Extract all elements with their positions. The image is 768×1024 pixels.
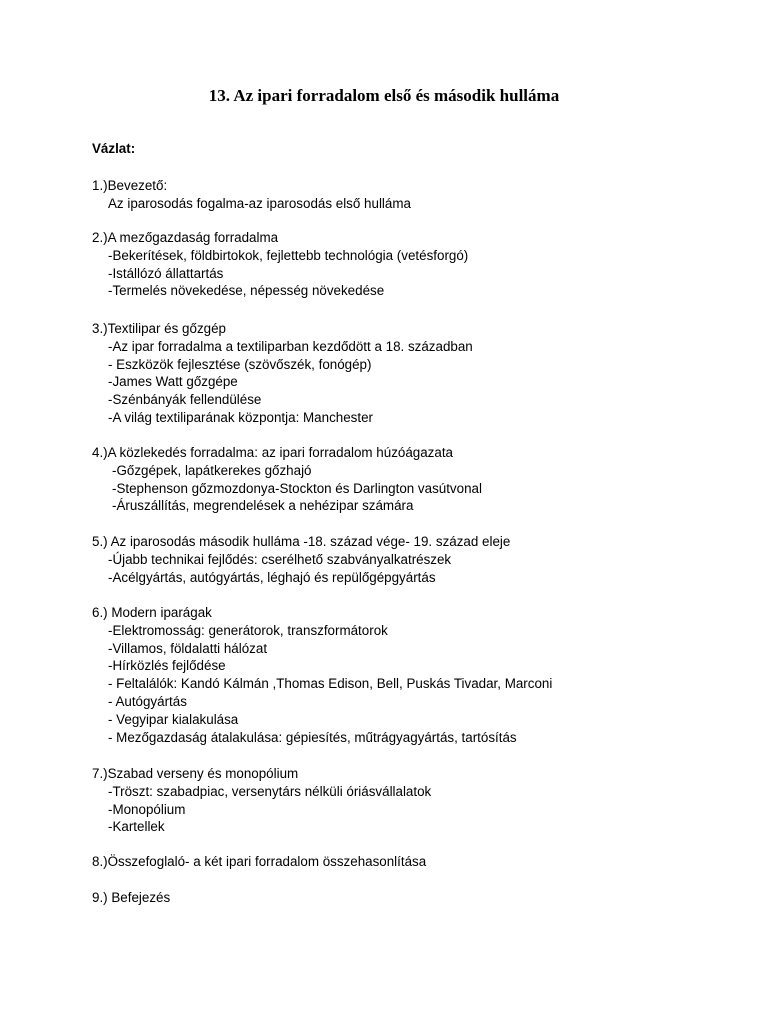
section-item: -Bekerítések, földbirtokok, fejlettebb technológia (vetésforgó) bbox=[108, 247, 469, 263]
section-heading: 1.)Bevezető: bbox=[92, 178, 168, 193]
section-heading: 9.) Befejezés bbox=[92, 890, 171, 905]
section-item: -Acélgyártás, autógyártás, léghajó és repülőgépgyártás bbox=[108, 569, 436, 585]
section-item: -Elektromosság: generátorok, transzformátorok bbox=[108, 622, 388, 638]
outline-heading: Vázlat: bbox=[92, 141, 136, 156]
section-item: Az iparosodás fogalma-az iparosodás első hulláma bbox=[108, 195, 411, 211]
section-item: -James Watt gőzgépe bbox=[108, 374, 238, 390]
section-heading: 8.)Összefoglaló- a két ipari forradalom összehasonlítása bbox=[92, 854, 427, 869]
section-item: -Tröszt: szabadpiac, versenytárs nélküli óriásvállalatok bbox=[108, 783, 432, 799]
section-heading: 3.)Textilipar és gőzgép bbox=[92, 321, 226, 336]
section-item: -Monopólium bbox=[108, 801, 186, 817]
section-heading: 4.)A közlekedés forradalma: az ipari forradalom húzóágazata bbox=[92, 445, 453, 460]
section-item: -Villamos, földalatti hálózat bbox=[108, 640, 268, 656]
section-item: -Gőzgépek, lapátkerekes gőzhajó bbox=[112, 462, 312, 478]
section-item: -Szénbányák fellendülése bbox=[108, 392, 262, 408]
document-title: 13. Az ipari forradalom első és második hulláma bbox=[208, 86, 560, 105]
section-item: -Az ipar forradalma a textiliparban kezdődött a 18. században bbox=[108, 338, 473, 354]
section-item: - Feltalálók: Kandó Kálmán ,Thomas Edison, Bell, Puskás Tivadar, Marconi bbox=[108, 676, 553, 692]
section-item: - Eszközök fejlesztése (szövőszék, fonógép) bbox=[108, 356, 372, 372]
section-item: -Termelés növekedése, népesség növekedése bbox=[108, 283, 385, 299]
section-item: -A világ textiliparának központja: Manchester bbox=[108, 410, 373, 425]
section-item: -Áruszállítás, megrendelések a nehézipar számára bbox=[112, 498, 414, 514]
section-item: -Újabb technikai fejlődés: cserélhető szabványalkatrészek bbox=[108, 551, 452, 567]
section-item: - Mezőgazdaság átalakulása: gépiesítés, műtrágyagyártás, tartósítás bbox=[108, 729, 517, 745]
section-heading: 2.)A mezőgazdaság forradalma bbox=[92, 230, 279, 245]
section-heading: 7.)Szabad verseny és monopólium bbox=[92, 766, 299, 781]
section-heading: 5.) Az iparosodás második hulláma -18. század vége- 19. század eleje bbox=[92, 534, 511, 549]
section-item: - Vegyipar kialakulása bbox=[108, 711, 239, 727]
section-heading: 6.) Modern iparágak bbox=[92, 605, 212, 620]
section-item: -Hírközlés fejlődése bbox=[108, 658, 226, 674]
section-item: -Kartellek bbox=[108, 819, 165, 835]
section-item: -Stephenson gőzmozdonya-Stockton és Darlington vasútvonal bbox=[112, 480, 482, 496]
section-item: - Autógyártás bbox=[108, 694, 187, 709]
section-item: -Istállózó állattartás bbox=[108, 265, 224, 281]
